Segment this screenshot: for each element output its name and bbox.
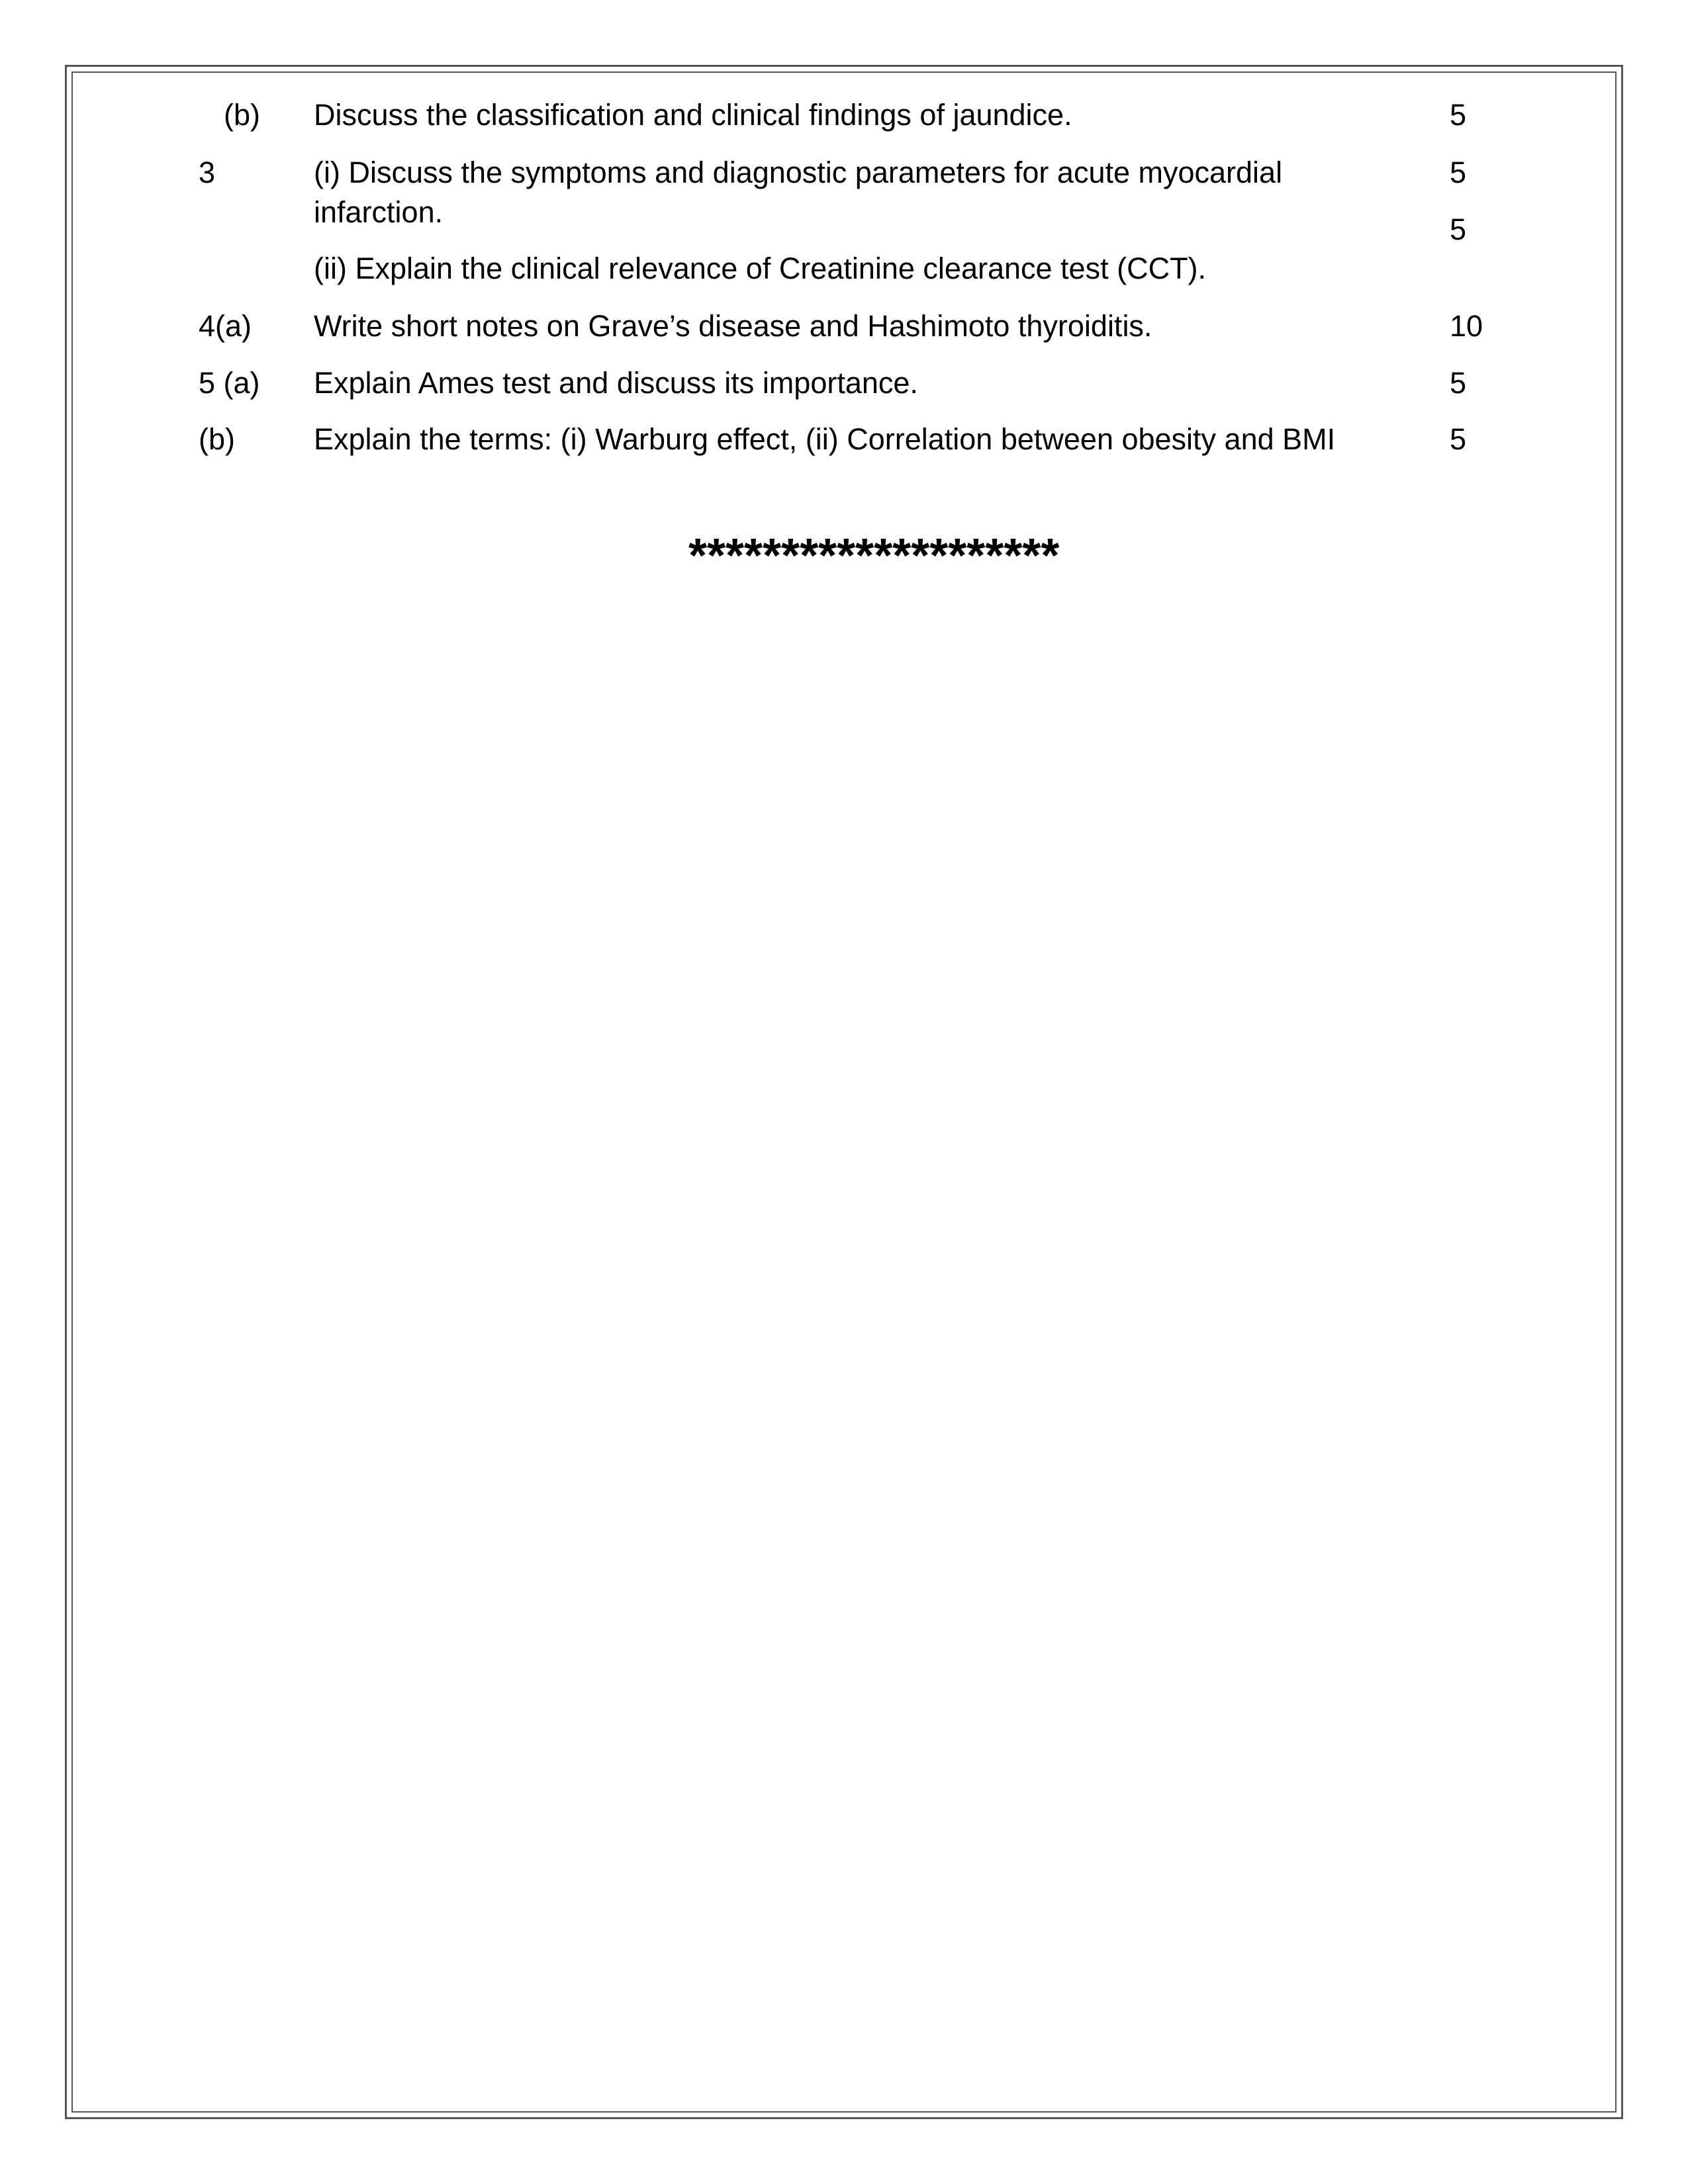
question-marks: 10 bbox=[1450, 309, 1483, 343]
question-marks: 5 bbox=[1450, 212, 1467, 246]
question-number: (b) bbox=[224, 98, 260, 132]
question-text: Write short notes on Grave’s disease and Hashimoto thyroiditis. bbox=[314, 309, 1152, 343]
question-marks: 5 bbox=[1450, 422, 1467, 456]
question-marks: 5 bbox=[1450, 98, 1467, 132]
question-text: Discuss the classification and clinical findings of jaundice. bbox=[314, 98, 1072, 132]
question-text: Explain the terms: (i) Warburg effect, (ii) Correlation between obesity and BMI bbox=[314, 422, 1336, 456]
question-number: 3 bbox=[199, 156, 216, 189]
question-text-continued: infarction. bbox=[314, 195, 444, 229]
question-text: (i) Discuss the symptoms and diagnostic parameters for acute myocardial bbox=[314, 156, 1283, 189]
question-text: (ii) Explain the clinical relevance of Creatinine clearance test (CCT). bbox=[314, 251, 1207, 285]
end-of-paper-marker: ******************** bbox=[688, 529, 1060, 582]
question-number: 4(a) bbox=[199, 309, 252, 343]
question-marks: 5 bbox=[1450, 366, 1467, 400]
question-marks: 5 bbox=[1450, 156, 1467, 189]
question-number: (b) bbox=[199, 422, 235, 456]
question-number: 5 (a) bbox=[199, 366, 260, 400]
question-text: Explain Ames test and discuss its importance. bbox=[314, 366, 918, 400]
